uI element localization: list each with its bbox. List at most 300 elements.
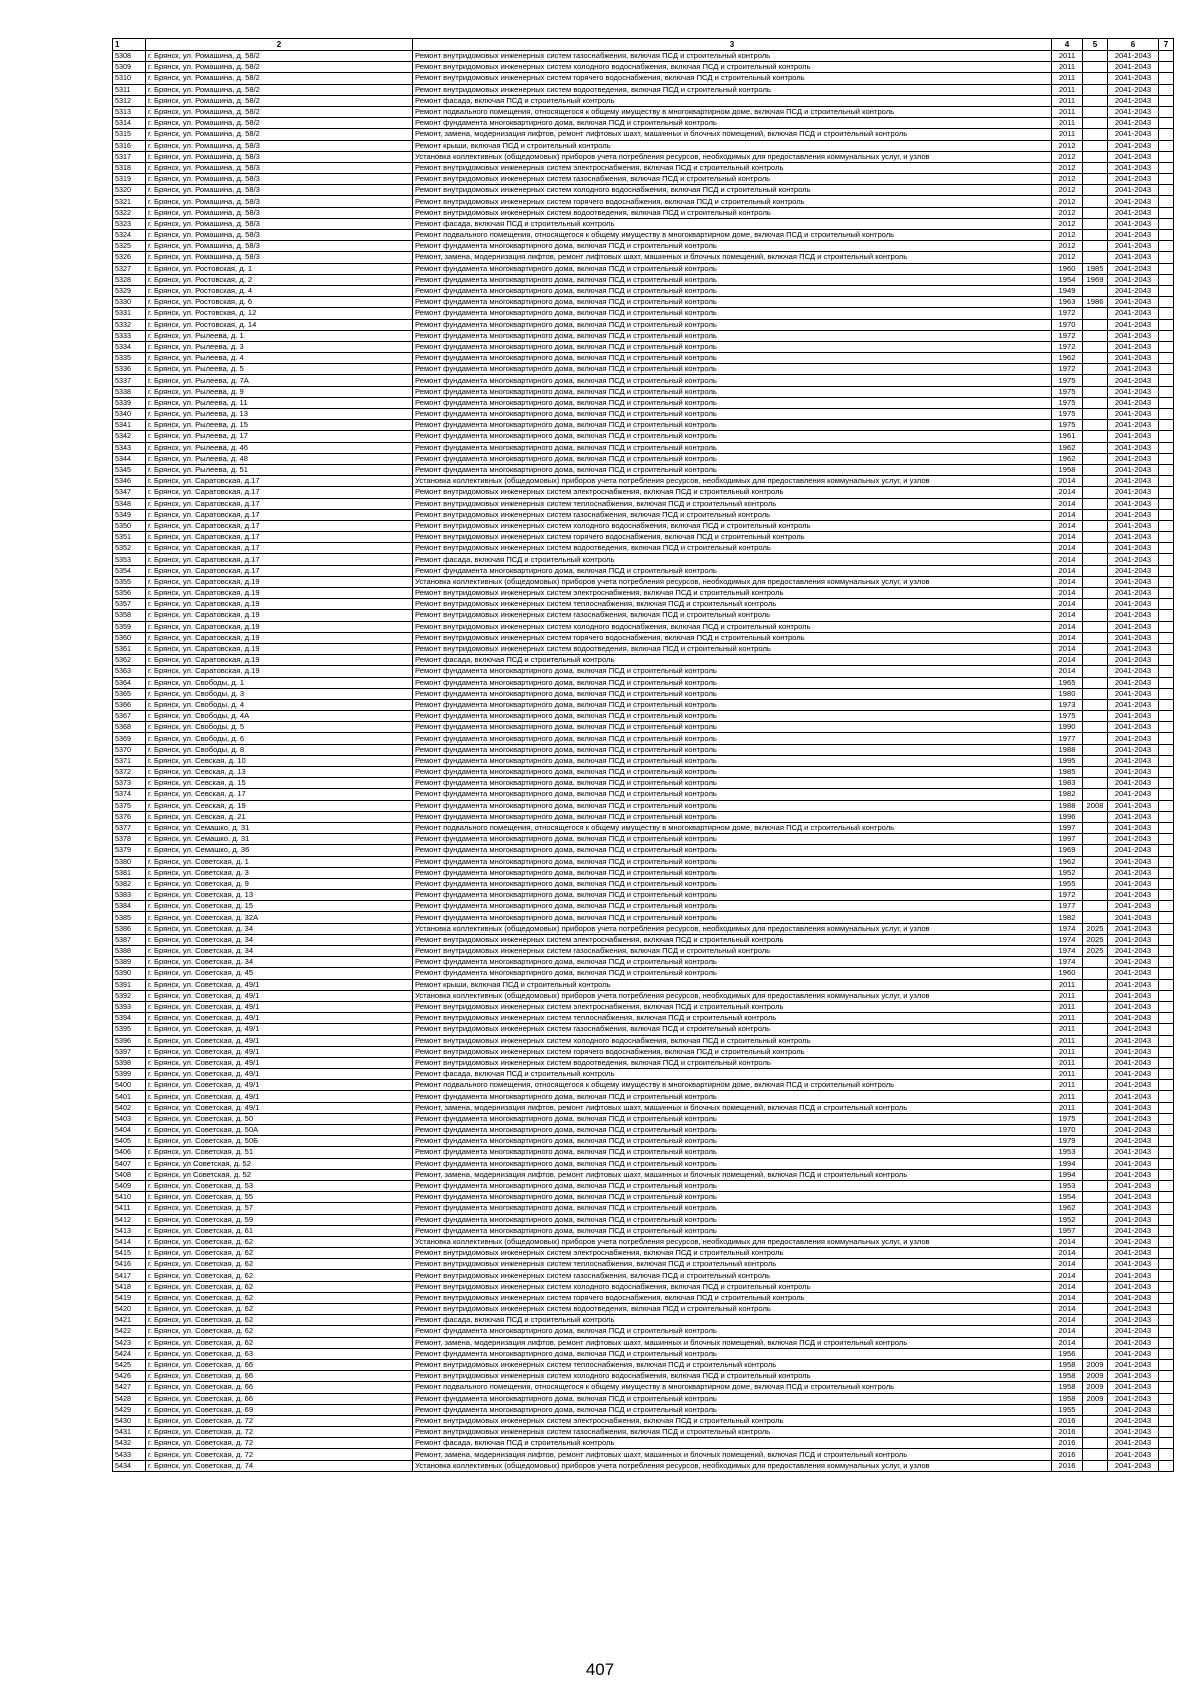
work-type-cell: Ремонт фундамента многоквартирного дома, включая ПСД и строительный контроль [413,912,1052,923]
planned-period-cell: 2041-2043 [1108,375,1159,386]
planned-period-cell: 2041-2043 [1108,118,1159,129]
year-built-cell: 2011 [1052,62,1083,73]
year-built-cell: 2011 [1052,118,1083,129]
address-cell: г. Брянск, ул. Ромашина, д. 58/2 [146,95,413,106]
year-built-cell: 2012 [1052,218,1083,229]
planned-period-cell: 2041-2043 [1108,409,1159,420]
table-row [113,1359,1174,1370]
planned-period-cell: 2041-2043 [1108,655,1159,666]
table-row [113,1024,1174,1035]
col7-cell [1159,1057,1174,1068]
year-built-cell: 1972 [1052,308,1083,319]
address-cell: г. Брянск, ул. Советская, д. 62 [146,1315,413,1326]
address-cell: г. Брянск, ул. Семашко, д. 36 [146,845,413,856]
row-number: 5391 [113,979,146,990]
col7-cell [1159,319,1174,330]
header-col-1: 1 [113,39,146,51]
year-reconstructed-cell [1083,677,1108,688]
work-type-cell: Установка коллективных (общедомовых) приборов учета потребления ресурсов, необходимых для предоставления коммунальных услуг, и узлов [413,923,1052,934]
col7-cell [1159,140,1174,151]
address-cell: г. Брянск, ул. Советская, д. 49/1 [146,1057,413,1068]
table-row [113,453,1174,464]
address-cell: г. Брянск, ул. Рылеева, д. 13 [146,409,413,420]
address-cell: г. Брянск, ул. Севская, д. 19 [146,800,413,811]
work-type-cell: Ремонт внутридомовых инженерных систем водоотведения, включая ПСД и строительный контроль [413,543,1052,554]
row-number: 5400 [113,1080,146,1091]
table-row [113,487,1174,498]
table-row [113,1214,1174,1225]
table-row [113,207,1174,218]
row-number: 5424 [113,1348,146,1359]
address-cell: г. Брянск, ул. Советская, д. 49/1 [146,1091,413,1102]
address-cell: г. Брянск, ул. Рылеева, д. 48 [146,453,413,464]
work-type-cell: Ремонт внутридомовых инженерных систем газоснабжения, включая ПСД и строительный контроль [413,610,1052,621]
planned-period-cell: 2041-2043 [1108,532,1159,543]
table-row [113,218,1174,229]
table-row [113,1326,1174,1337]
address-cell: г. Брянск, ул. Советская, д. 9 [146,878,413,889]
table-row [113,1259,1174,1270]
row-number: 5383 [113,890,146,901]
year-reconstructed-cell [1083,543,1108,554]
year-reconstructed-cell [1083,285,1108,296]
table-row [113,118,1174,129]
table-row [113,576,1174,587]
row-number: 5434 [113,1460,146,1471]
planned-period-cell: 2041-2043 [1108,1415,1159,1426]
work-type-cell: Установка коллективных (общедомовых) приборов учета потребления ресурсов, необходимых для предоставления коммунальных услуг, и узлов [413,476,1052,487]
year-reconstructed-cell [1083,51,1108,62]
capital-repair-table [112,38,1174,1472]
row-number: 5346 [113,476,146,487]
planned-period-cell: 2041-2043 [1108,778,1159,789]
address-cell: г. Брянск, ул. Рылеева, д. 17 [146,431,413,442]
table-row [113,420,1174,431]
planned-period-cell: 2041-2043 [1108,912,1159,923]
address-cell: г. Брянск, ул. Советская, д. 34 [146,923,413,934]
year-reconstructed-cell [1083,1348,1108,1359]
year-built-cell: 2014 [1052,1270,1083,1281]
work-type-cell: Ремонт фундамента многоквартирного дома, включая ПСД и строительный контроль [413,1203,1052,1214]
table-row [113,532,1174,543]
address-cell: г. Брянск, ул. Ромашина, д. 58/2 [146,118,413,129]
work-type-cell: Ремонт фундамента многоквартирного дома, включая ПСД и строительный контроль [413,677,1052,688]
table-row [113,1192,1174,1203]
address-cell: г. Брянск, ул. Советская, д. 49/1 [146,1069,413,1080]
row-number: 5358 [113,610,146,621]
table-row [113,643,1174,654]
year-built-cell: 2014 [1052,1315,1083,1326]
planned-period-cell: 2041-2043 [1108,442,1159,453]
col7-cell [1159,990,1174,1001]
table-row [113,409,1174,420]
year-built-cell: 2014 [1052,621,1083,632]
table-row [113,1371,1174,1382]
row-number: 5336 [113,364,146,375]
year-reconstructed-cell [1083,476,1108,487]
col7-cell [1159,1404,1174,1415]
year-built-cell: 2011 [1052,73,1083,84]
address-cell: г. Брянск, ул. Советская, д. 57 [146,1203,413,1214]
row-number: 5402 [113,1102,146,1113]
work-type-cell: Ремонт фундамента многоквартирного дома, включая ПСД и строительный контроль [413,878,1052,889]
address-cell: г. Брянск, ул. Советская, д. 50А [146,1125,413,1136]
work-type-cell: Ремонт фундамента многоквартирного дома, включая ПСД и строительный контроль [413,364,1052,375]
address-cell: г. Брянск, ул. Рылеева, д. 4 [146,353,413,364]
col7-cell [1159,51,1174,62]
table-row [113,755,1174,766]
work-type-cell: Ремонт подвального помещения, относящегося к общему имуществу в многоквартирном доме, включая ПСД и строительный контроль [413,1080,1052,1091]
year-reconstructed-cell [1083,442,1108,453]
year-reconstructed-cell [1083,890,1108,901]
col7-cell [1159,834,1174,845]
year-reconstructed-cell: 1985 [1083,263,1108,274]
year-built-cell: 1952 [1052,867,1083,878]
row-number: 5398 [113,1057,146,1068]
work-type-cell: Ремонт внутридомовых инженерных систем водоотведения, включая ПСД и строительный контроль [413,643,1052,654]
row-number: 5397 [113,1046,146,1057]
work-type-cell: Ремонт фундамента многоквартирного дома, включая ПСД и строительный контроль [413,341,1052,352]
row-number: 5367 [113,711,146,722]
address-cell: г. Брянск, ул. Советская, д. 49/1 [146,1024,413,1035]
address-cell: г. Брянск, ул. Семашко, д. 31 [146,822,413,833]
year-built-cell: 2014 [1052,610,1083,621]
table-row [113,1460,1174,1471]
table-row [113,1102,1174,1113]
row-number: 5318 [113,162,146,173]
planned-period-cell: 2041-2043 [1108,968,1159,979]
year-built-cell: 2011 [1052,1069,1083,1080]
year-reconstructed-cell [1083,979,1108,990]
col7-cell [1159,822,1174,833]
row-number: 5414 [113,1236,146,1247]
year-reconstructed-cell [1083,1147,1108,1158]
year-built-cell: 2011 [1052,1057,1083,1068]
year-built-cell: 2011 [1052,51,1083,62]
year-built-cell: 2011 [1052,1024,1083,1035]
row-number: 5308 [113,51,146,62]
row-number: 5324 [113,230,146,241]
planned-period-cell: 2041-2043 [1108,207,1159,218]
table-row [113,509,1174,520]
table-row [113,979,1174,990]
address-cell: г. Брянск, ул. Советская, д. 62 [146,1270,413,1281]
planned-period-cell: 2041-2043 [1108,1169,1159,1180]
work-type-cell: Ремонт фундамента многоквартирного дома, включая ПСД и строительный контроль [413,968,1052,979]
row-number: 5420 [113,1304,146,1315]
row-number: 5404 [113,1125,146,1136]
address-cell: г. Брянск, ул. Саратовская, д.19 [146,655,413,666]
col7-cell [1159,1091,1174,1102]
planned-period-cell: 2041-2043 [1108,509,1159,520]
row-number: 5392 [113,990,146,1001]
planned-period-cell: 2041-2043 [1108,722,1159,733]
row-number: 5323 [113,218,146,229]
address-cell: г. Брянск, ул. Рылеева, д. 1 [146,330,413,341]
planned-period-cell: 2041-2043 [1108,599,1159,610]
planned-period-cell: 2041-2043 [1108,901,1159,912]
address-cell: г. Брянск, ул. Рылеева, д. 46 [146,442,413,453]
row-number: 5380 [113,856,146,867]
col7-cell [1159,520,1174,531]
row-number: 5344 [113,453,146,464]
table-row [113,62,1174,73]
planned-period-cell: 2041-2043 [1108,1404,1159,1415]
table-row [113,923,1174,934]
planned-period-cell: 2041-2043 [1108,688,1159,699]
year-reconstructed-cell [1083,1046,1108,1057]
year-reconstructed-cell [1083,1091,1108,1102]
year-reconstructed-cell [1083,711,1108,722]
year-built-cell: 1988 [1052,744,1083,755]
table-row [113,230,1174,241]
table-row [113,520,1174,531]
year-built-cell: 2016 [1052,1427,1083,1438]
year-built-cell: 2011 [1052,1102,1083,1113]
year-built-cell: 2011 [1052,1013,1083,1024]
table-row [113,274,1174,285]
planned-period-cell: 2041-2043 [1108,1035,1159,1046]
year-reconstructed-cell: 2009 [1083,1359,1108,1370]
year-reconstructed-cell [1083,1169,1108,1180]
col7-cell [1159,241,1174,252]
year-built-cell: 1960 [1052,263,1083,274]
year-built-cell: 1953 [1052,1180,1083,1191]
work-type-cell: Ремонт внутридомовых инженерных систем горячего водоснабжения, включая ПСД и строительный контроль [413,632,1052,643]
work-type-cell: Ремонт фасада, включая ПСД и строительный контроль [413,95,1052,106]
work-type-cell: Ремонт, замена, модернизация лифтов, ремонт лифтовых шахт, машинных и блочных помещений, включая ПСД и строительный контроль [413,1169,1052,1180]
work-type-cell: Ремонт фундамента многоквартирного дома, включая ПСД и строительный контроль [413,778,1052,789]
row-number: 5416 [113,1259,146,1270]
planned-period-cell: 2041-2043 [1108,140,1159,151]
year-built-cell: 1975 [1052,409,1083,420]
col7-cell [1159,722,1174,733]
table-row [113,297,1174,308]
row-number: 5405 [113,1136,146,1147]
col7-cell [1159,912,1174,923]
year-built-cell: 2012 [1052,185,1083,196]
planned-period-cell: 2041-2043 [1108,1180,1159,1191]
col7-cell [1159,565,1174,576]
planned-period-cell: 2041-2043 [1108,677,1159,688]
col7-cell [1159,397,1174,408]
year-reconstructed-cell [1083,688,1108,699]
col7-cell [1159,476,1174,487]
col7-cell [1159,330,1174,341]
year-built-cell: 1955 [1052,878,1083,889]
row-number: 5327 [113,263,146,274]
planned-period-cell: 2041-2043 [1108,230,1159,241]
year-reconstructed-cell [1083,1270,1108,1281]
row-number: 5379 [113,845,146,856]
year-reconstructed-cell [1083,1292,1108,1303]
year-reconstructed-cell [1083,230,1108,241]
work-type-cell: Ремонт внутридомовых инженерных систем электроснабжения, включая ПСД и строительный контроль [413,1001,1052,1012]
row-number: 5432 [113,1438,146,1449]
year-built-cell: 2014 [1052,532,1083,543]
col7-cell [1159,1415,1174,1426]
year-built-cell: 2016 [1052,1460,1083,1471]
year-built-cell: 1995 [1052,755,1083,766]
planned-period-cell: 2041-2043 [1108,990,1159,1001]
work-type-cell: Установка коллективных (общедомовых) приборов учета потребления ресурсов, необходимых для предоставления коммунальных услуг, и узлов [413,1460,1052,1471]
row-number: 5349 [113,509,146,520]
work-type-cell: Ремонт подвального помещения, относящегося к общему имуществу в многоквартирном доме, включая ПСД и строительный контроль [413,822,1052,833]
table-row [113,789,1174,800]
address-cell: г. Брянск, ул. Советская, д. 62 [146,1304,413,1315]
work-type-cell: Ремонт внутридомовых инженерных систем холодного водоснабжения, включая ПСД и строительный контроль [413,1371,1052,1382]
address-cell: г. Брянск, ул. Советская, д. 49/1 [146,990,413,1001]
row-number: 5334 [113,341,146,352]
address-cell: г. Брянск, ул. Советская, д. 1 [146,856,413,867]
address-cell: г. Брянск, ул. Советская, д. 51 [146,1147,413,1158]
table-row [113,353,1174,364]
table-row [113,95,1174,106]
table-row [113,912,1174,923]
address-cell: г. Брянск, ул. Советская, д. 49/1 [146,1013,413,1024]
year-reconstructed-cell [1083,666,1108,677]
work-type-cell: Ремонт внутридомовых инженерных систем холодного водоснабжения, включая ПСД и строительный контроль [413,185,1052,196]
year-reconstructed-cell [1083,822,1108,833]
year-built-cell: 2012 [1052,252,1083,263]
year-built-cell: 1975 [1052,1113,1083,1124]
work-type-cell: Ремонт внутридомовых инженерных систем водоотведения, включая ПСД и строительный контроль [413,207,1052,218]
planned-period-cell: 2041-2043 [1108,744,1159,755]
row-number: 5361 [113,643,146,654]
planned-period-cell: 2041-2043 [1108,834,1159,845]
planned-period-cell: 2041-2043 [1108,330,1159,341]
row-number: 5353 [113,554,146,565]
year-reconstructed-cell [1083,1035,1108,1046]
row-number: 5376 [113,811,146,822]
row-number: 5419 [113,1292,146,1303]
year-built-cell: 1958 [1052,464,1083,475]
row-number: 5418 [113,1281,146,1292]
col7-cell [1159,442,1174,453]
table-row [113,1125,1174,1136]
table-row [113,1091,1174,1102]
year-reconstructed-cell [1083,643,1108,654]
year-built-cell: 2014 [1052,666,1083,677]
year-built-cell: 1983 [1052,778,1083,789]
col7-cell [1159,1259,1174,1270]
table-row [113,464,1174,475]
table-row [113,1001,1174,1012]
col7-cell [1159,420,1174,431]
row-number: 5426 [113,1371,146,1382]
row-number: 5415 [113,1248,146,1259]
address-cell: г. Брянск, ул. Саратовская, д.17 [146,543,413,554]
address-cell: г. Брянск, ул. Советская, д. 62 [146,1337,413,1348]
table-row [113,1270,1174,1281]
work-type-cell: Ремонт внутридомовых инженерных систем газоснабжения, включая ПСД и строительный контроль [413,509,1052,520]
year-built-cell: 2014 [1052,576,1083,587]
table-row [113,1415,1174,1426]
work-type-cell: Ремонт фундамента многоквартирного дома, включая ПСД и строительный контроль [413,755,1052,766]
col7-cell [1159,1315,1174,1326]
planned-period-cell: 2041-2043 [1108,610,1159,621]
year-reconstructed-cell [1083,151,1108,162]
year-built-cell: 1961 [1052,431,1083,442]
planned-period-cell: 2041-2043 [1108,1102,1159,1113]
col7-cell [1159,699,1174,710]
year-built-cell: 2014 [1052,487,1083,498]
col7-cell [1159,341,1174,352]
table-row [113,498,1174,509]
year-built-cell: 2012 [1052,196,1083,207]
year-reconstructed-cell [1083,632,1108,643]
year-reconstructed-cell [1083,968,1108,979]
col7-cell [1159,1236,1174,1247]
col7-cell [1159,1180,1174,1191]
planned-period-cell: 2041-2043 [1108,565,1159,576]
planned-period-cell: 2041-2043 [1108,218,1159,229]
work-type-cell: Ремонт фундамента многоквартирного дома, включая ПСД и строительный контроль [413,957,1052,968]
row-number: 5413 [113,1225,146,1236]
year-reconstructed-cell [1083,1259,1108,1270]
work-type-cell: Ремонт фасада, включая ПСД и строительный контроль [413,1438,1052,1449]
address-cell: г. Брянск, ул. Советская, д. 72 [146,1438,413,1449]
table-row [113,1169,1174,1180]
col7-cell [1159,196,1174,207]
planned-period-cell: 2041-2043 [1108,1393,1159,1404]
col7-cell [1159,901,1174,912]
work-type-cell: Установка коллективных (общедомовых) приборов учета потребления ресурсов, необходимых для предоставления коммунальных услуг, и узлов [413,1236,1052,1247]
planned-period-cell: 2041-2043 [1108,196,1159,207]
year-built-cell: 1994 [1052,1158,1083,1169]
table-row [113,1348,1174,1359]
work-type-cell: Ремонт фундамента многоквартирного дома, включая ПСД и строительный контроль [413,1158,1052,1169]
address-cell: г. Брянск, ул. Свободы, д. 6 [146,733,413,744]
address-cell: г. Брянск, ул. Саратовская, д.19 [146,666,413,677]
table-row [113,397,1174,408]
address-cell: г. Брянск, ул. Саратовская, д.17 [146,476,413,487]
col7-cell [1159,845,1174,856]
year-built-cell: 2011 [1052,1091,1083,1102]
year-built-cell: 1958 [1052,1393,1083,1404]
address-cell: г. Брянск, ул. Советская, д. 50 [146,1113,413,1124]
work-type-cell: Ремонт фасада, включая ПСД и строительный контроль [413,554,1052,565]
table-row [113,621,1174,632]
col7-cell [1159,767,1174,778]
work-type-cell: Ремонт, замена, модернизация лифтов, ремонт лифтовых шахт, машинных и блочных помещений, включая ПСД и строительный контроль [413,252,1052,263]
planned-period-cell: 2041-2043 [1108,1236,1159,1247]
row-number: 5377 [113,822,146,833]
row-number: 5357 [113,599,146,610]
row-number: 5422 [113,1326,146,1337]
row-number: 5393 [113,1001,146,1012]
address-cell: г. Брянск, ул. Севская, д. 10 [146,755,413,766]
year-reconstructed-cell [1083,330,1108,341]
table-row [113,1304,1174,1315]
address-cell: г. Брянск, ул. Советская, д. 62 [146,1326,413,1337]
planned-period-cell: 2041-2043 [1108,1125,1159,1136]
year-reconstructed-cell [1083,375,1108,386]
table-row [113,84,1174,95]
planned-period-cell: 2041-2043 [1108,1225,1159,1236]
address-cell: г. Брянск, ул. Советская, д. 66 [146,1371,413,1382]
row-number: 5382 [113,878,146,889]
table-row [113,162,1174,173]
address-cell: г. Брянск, ул. Саратовская, д.17 [146,520,413,531]
year-reconstructed-cell [1083,386,1108,397]
year-reconstructed-cell [1083,1180,1108,1191]
work-type-cell: Ремонт фундамента многоквартирного дома, включая ПСД и строительный контроль [413,699,1052,710]
year-reconstructed-cell [1083,84,1108,95]
year-reconstructed-cell [1083,1102,1108,1113]
row-number: 5399 [113,1069,146,1080]
year-reconstructed-cell [1083,1080,1108,1091]
